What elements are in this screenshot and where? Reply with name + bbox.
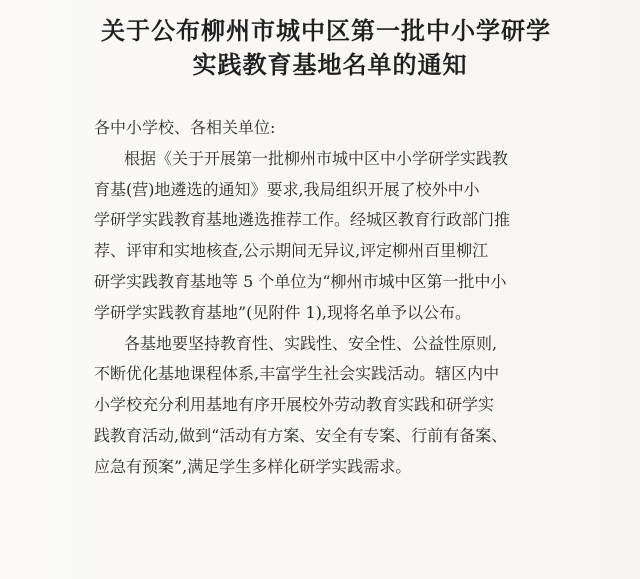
paragraph-line: 育基(营)地遴选的通知》要求,我局组织开展了校外中小 [94, 179, 480, 199]
paragraph-line: 践教育活动,做到“活动有方案、安全有专案、行前有备案、 [94, 425, 508, 445]
paragraph-line: 学研学实践教育基地遴选推荐工作。经城区教育行政部门推 [94, 210, 511, 230]
paragraph-2 [94, 329, 542, 483]
document-title [0, 14, 640, 82]
paragraph-line: 应急有预案”,满足学生多样化研学实践需求。 [94, 456, 412, 476]
paragraph-line: 学研学实践教育基地”(见附件 1),现将名单予以公布。 [94, 302, 472, 322]
paragraph-line: 研学实践教育基地等 5 个单位为“柳州市城中区第一批中小 [94, 271, 507, 291]
paragraph-line: 不断优化基地课程体系,丰富学生社会实践活动。辖区内中 [94, 364, 500, 384]
paragraph-line: 小学校充分利用基地有序开展校外劳动教育实践和研学实 [94, 395, 495, 415]
paragraph-line: 荐、评审和实地核查,公示期间无异议,评定柳州百里柳江 [94, 241, 489, 261]
title-line-2: 实践教育基地名单的通知 [192, 50, 468, 79]
salutation: 各中小学校、各相关单位: [94, 118, 276, 137]
paragraph-1 [94, 144, 542, 329]
paragraph-line: 各基地要坚持教育性、实践性、安全性、公益性原则, [124, 333, 498, 353]
paragraph-line: 根据《关于开展第一批柳州市城中区中小学研学实践教 [124, 148, 509, 168]
title-line-1: 关于公布柳州市城中区第一批中小学研学 [101, 16, 551, 45]
document-body [94, 113, 542, 483]
